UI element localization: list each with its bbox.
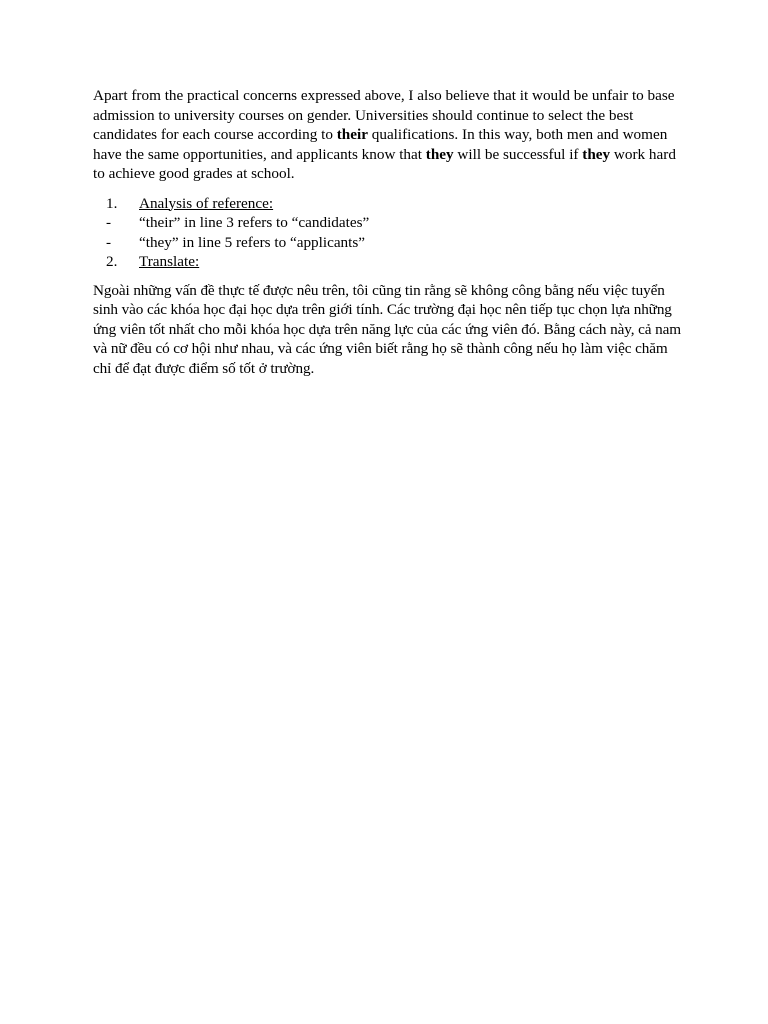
bold-word-they: they [425, 145, 454, 163]
bold-word-they: they [582, 145, 611, 163]
translate-heading: Translate: [139, 253, 200, 270]
list-marker: - [106, 233, 112, 251]
paragraph-text: Apart from the practical concerns expressed above, I also believe that it would be unfair to base admission to university courses on gender. Universities should continue to select the best candidates for each course according to [93, 87, 675, 143]
list-marker: 2. [106, 253, 118, 270]
list-item-translate-heading [93, 252, 683, 272]
list-item-analysis-heading [93, 194, 683, 214]
paragraph-text: will be successful if [453, 145, 583, 163]
english-paragraph [93, 86, 683, 184]
reference-their: “their” in line 3 refers to “candidates” [139, 214, 370, 231]
task-list [93, 194, 683, 272]
list-marker: 1. [106, 194, 118, 212]
list-item-they-reference [93, 233, 683, 253]
analysis-heading: Analysis of reference: [139, 194, 274, 212]
list-item-their-reference [93, 213, 683, 233]
paragraph-text: qualifications. In this way, both men and women have the same opportunities, and applicants know that [93, 126, 668, 163]
reference-they: “they” in line 5 refers to “applicants” [139, 233, 366, 251]
bold-word-their: their [336, 126, 368, 143]
document-page [93, 86, 683, 378]
list-marker: - [106, 214, 112, 231]
vietnamese-translation-paragraph: Ngoài những vấn đề thực tế được nêu trên, tôi cũng tin rằng sẽ không công bằng nếu việc tuyển sinh vào các khóa học đại học dựa trên giới tính. Các trường đại học nên tiếp tục chọn lựa những ứng viên tốt nhất cho mỗi khóa học dựa trên năng lực của các ứng viên đó. Bằng cách này, cả nam và nữ đều có cơ hội như nhau, và các ứng viên biết rằng họ sẽ thành công nếu họ làm việc chăm chỉ để đạt được điểm số tốt ở trường. [93, 281, 681, 377]
paragraph-text: work hard to achieve good grades at school. [93, 145, 676, 182]
